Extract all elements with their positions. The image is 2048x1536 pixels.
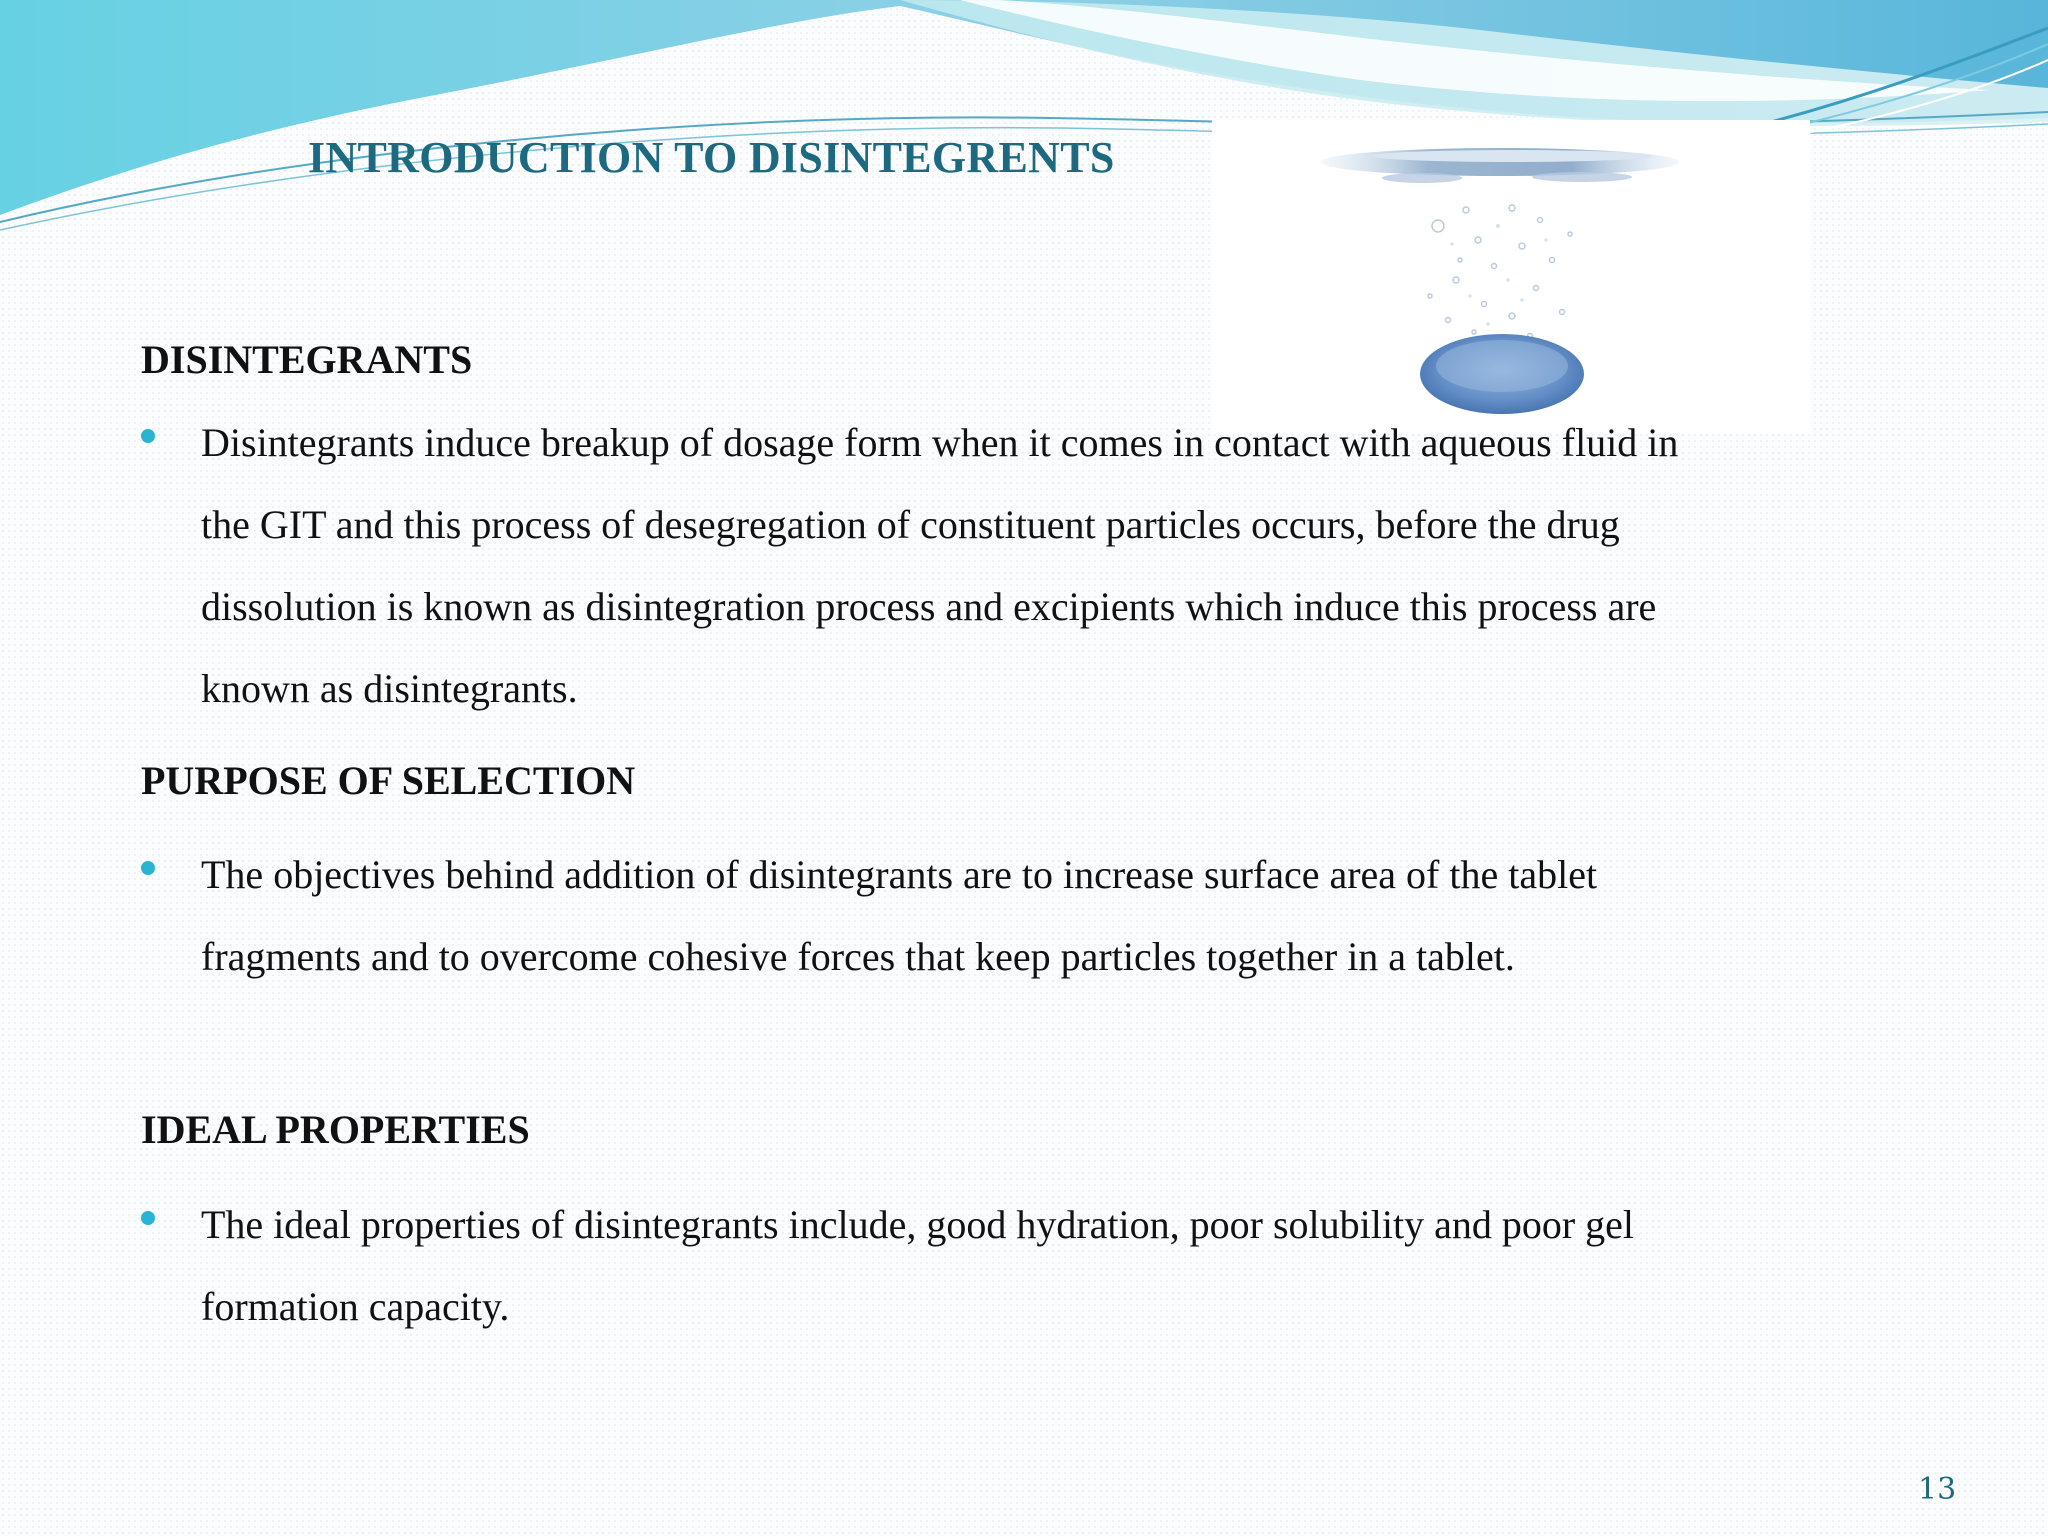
bullet-dot-icon — [141, 1211, 155, 1225]
slide-title: INTRODUCTION TO DISINTEGRENTS — [308, 133, 1115, 182]
bullet-dot-icon — [141, 861, 155, 875]
bullet-item-ideal-properties — [141, 1184, 1701, 1348]
effervescent-tablet-dissolving-icon — [1212, 120, 1810, 434]
bullet-dot-icon — [141, 429, 155, 443]
bullet-text: Disintegrants induce breakup of dosage form when it comes in contact with aqueous fluid in the GIT and this process of desegregation of constituent particles occurs, before the drug dissolution is known as disintegration process and excipients which induce this process are known as disintegrants. — [201, 420, 1679, 711]
bullet-text: The ideal properties of disintegrants include, good hydration, poor solubility and poor gel formation capacity. — [201, 1202, 1635, 1329]
bullet-item-purpose-of-selection — [141, 834, 1701, 998]
section-heading-purpose-of-selection: PURPOSE OF SELECTION — [141, 758, 636, 803]
page-number: 13 — [1918, 1472, 1957, 1507]
section-heading-ideal-properties: IDEAL PROPERTIES — [141, 1107, 530, 1152]
bullet-text: The objectives behind addition of disintegrants are to increase surface area of the tablet fragments and to overcome cohesive forces that keep particles together in a tablet. — [201, 852, 1598, 979]
bullet-item-disintegrants — [141, 402, 1701, 730]
section-heading-disintegrants: DISINTEGRANTS — [141, 337, 473, 382]
